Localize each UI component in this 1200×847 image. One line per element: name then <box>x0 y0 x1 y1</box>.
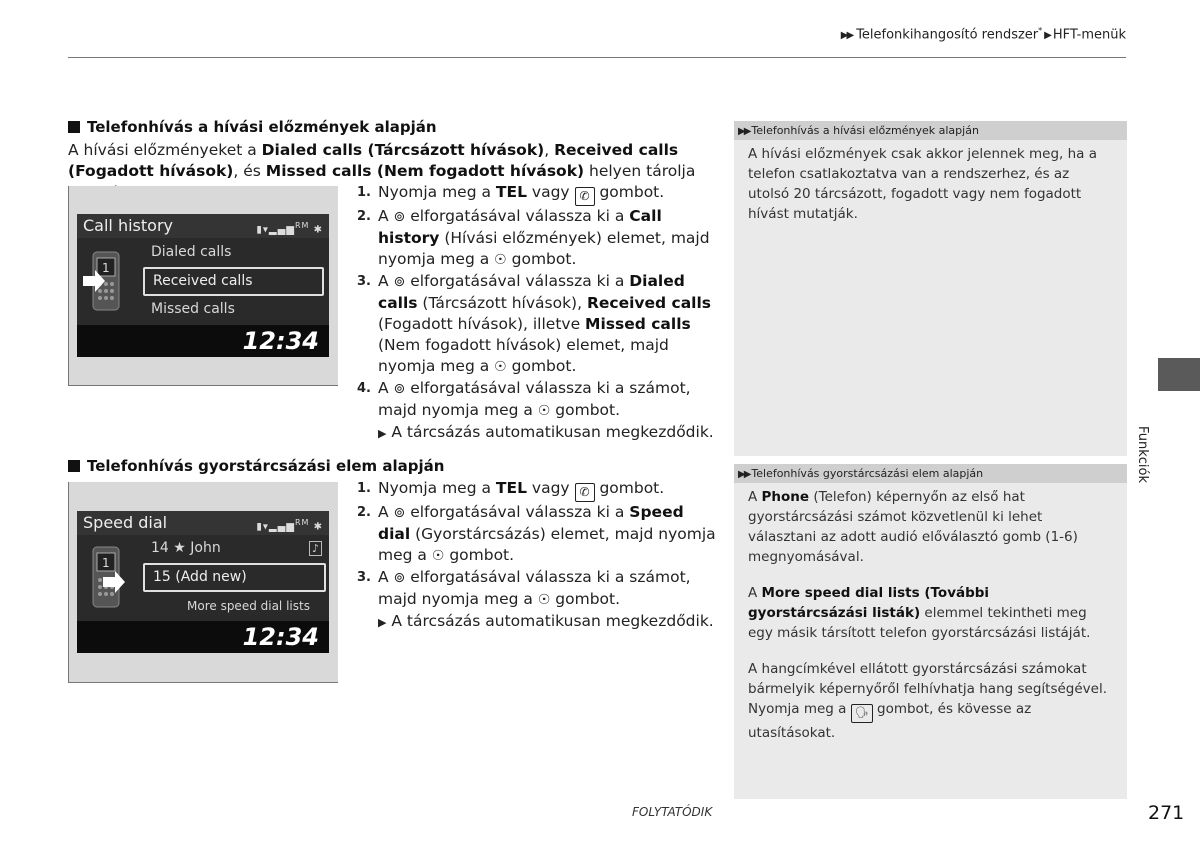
note-arrow-icon: ▶▶ <box>738 469 750 480</box>
step-2: 2. A ⊚ elforgatásával válassza ki a Call history (Hívási előzmények) elemet, majd nyomja meg a ☉ gombot. <box>357 207 710 268</box>
step-4: 4. A ⊚ elforgatásával válassza ki a számot, majd nyomja meg a ☉ gombot. <box>357 379 691 419</box>
sidebar-note-2 <box>734 464 1127 799</box>
step-2: 2. A ⊚ elforgatásával válassza ki a Speed dial (Gyorstárcsázás) elemet, majd nyomja meg a ☉ gombot. <box>357 503 716 564</box>
chapter-tab-label: Funkciók <box>1135 426 1150 484</box>
screen-title-bar <box>77 214 329 238</box>
battery-icon: ▮ <box>256 224 263 236</box>
press-knob-icon: ☉ <box>494 252 507 268</box>
phone-button-icon: ✆ <box>575 483 595 502</box>
result-arrow-icon: ▶ <box>378 427 387 440</box>
sidebar-note-p1: A Phone (Telefon) képernyőn az első hat gyorstárcsázási számot közvetlenül ki lehet választani az adott audió előválasztó gomb (1-6) megnyomásával. <box>748 489 1078 565</box>
signal-icon: ▾▂▄▆ <box>262 521 295 533</box>
step-1: 1. Nyomja meg a TEL vagy ✆ gombot. <box>357 182 717 206</box>
sidebar-note-p2: A More speed dial lists (További gyorstárcsázási listák) elemmel tekintheti meg egy másik társított telefon gyorstárcsázási listáját. <box>748 585 1091 641</box>
section2-steps <box>357 478 717 633</box>
press-knob-icon: ☉ <box>537 403 551 419</box>
breadcrumb-arrow-icon: ▶ <box>1044 30 1050 42</box>
screen-menu <box>77 238 329 325</box>
status-icons: ▮▾▂▄▆$^{RM}$ ✱ <box>256 518 323 533</box>
result-line: ▶ A tárcsázás automatikusan megkezdődik. <box>378 612 714 630</box>
square-bullet-icon <box>68 121 80 133</box>
result-arrow-icon: ▶ <box>378 616 387 629</box>
selector-knob-icon: ⊚ <box>393 274 406 290</box>
display-screen <box>77 214 329 357</box>
speed-dial-item-add-new[interactable]: 15 (Add new) <box>143 563 326 592</box>
screen-menu <box>77 535 329 621</box>
phone-button-icon: ✆ <box>575 187 595 206</box>
screen-title-bar <box>77 511 329 535</box>
battery-icon: ▮ <box>256 521 263 533</box>
sidebar-note-heading: ▶▶ Telefonhívás a hívási előzmények alapján <box>734 121 1127 140</box>
speed-dial-screen-illustration <box>68 482 338 683</box>
screen-title: Speed dial <box>83 513 168 532</box>
section1-steps <box>357 182 717 444</box>
breadcrumb <box>841 26 1126 42</box>
chapter-tab <box>1158 358 1200 391</box>
screen-title: Call history <box>83 216 173 235</box>
menu-item-received-calls[interactable]: Received calls <box>143 267 324 296</box>
bluetooth-icon: ✱ <box>309 224 323 236</box>
square-bullet-icon <box>68 460 80 472</box>
clock-display: 12:34 <box>77 621 329 653</box>
step-1: 1. Nyomja meg a TEL vagy ✆ gombot. <box>357 478 717 502</box>
section1-intro: A hívási előzményeket a Dialed calls (Tárcsázott hívások), Received calls (Fogadott hívások), és Missed calls (Nem fogadott hívások) helyen tárolja <box>68 141 696 180</box>
bluetooth-icon: ✱ <box>309 521 323 533</box>
header-rule <box>68 57 1126 58</box>
status-icons: ▮▾▂▄▆$^{RM}$ ✱ <box>256 221 323 236</box>
sidebar-note-text: A hívási előzmények csak akkor jelennek meg, ha a telefon csatlakoztatva van a rendszerhez, és az utolsó 20 tárcsázott, fogadott vagy nem fogadott hívást mutatják. <box>748 146 1097 222</box>
result-line: ▶ A tárcsázás automatikusan megkezdődik. <box>378 423 714 441</box>
breadcrumb-part1: Telefonkihangosító rendszer <box>856 27 1039 43</box>
section2-title: Telefonhívás gyorstárcsázási elem alapján <box>68 457 444 475</box>
more-speed-dial-lists-item[interactable]: More speed dial lists <box>187 599 310 613</box>
continues-label: FOLYTATÓDIK <box>632 805 713 819</box>
signal-icon: ▾▂▄▆ <box>262 224 295 236</box>
talk-button-icon: 🗣 <box>851 704 873 723</box>
display-screen <box>77 511 329 653</box>
svg-text:1: 1 <box>102 556 110 570</box>
phone-icon <box>81 543 137 615</box>
phone-icon <box>81 248 137 318</box>
call-history-screen-illustration <box>68 186 338 386</box>
breadcrumb-part2: HFT-menük <box>1052 27 1126 43</box>
menu-item-dialed-calls[interactable]: Dialed calls <box>151 244 232 260</box>
selector-knob-icon: ⊚ <box>393 381 406 397</box>
svg-text:1: 1 <box>102 261 110 275</box>
voice-tag-icon: ♪ <box>309 541 322 556</box>
press-knob-icon: ☉ <box>537 592 551 608</box>
clock-display: 12:34 <box>77 325 329 357</box>
speed-dial-item-john[interactable]: 14 ★ John <box>151 540 221 556</box>
menu-item-missed-calls[interactable]: Missed calls <box>151 301 235 317</box>
selector-knob-icon: ⊚ <box>393 505 406 521</box>
press-knob-icon: ☉ <box>431 548 445 564</box>
sidebar-note-heading: ▶▶ Telefonhívás gyorstárcsázási elem alapján <box>734 464 1127 483</box>
note-arrow-icon: ▶▶ <box>738 126 750 137</box>
breadcrumb-star: * <box>1038 26 1043 35</box>
press-knob-icon: ☉ <box>494 359 507 375</box>
selector-knob-icon: ⊚ <box>393 209 406 225</box>
section1-title: Telefonhívás a hívási előzmények alapján <box>68 118 437 136</box>
breadcrumb-arrow-icon: ▶▶ <box>840 30 853 42</box>
sidebar-note-p3: A hangcímkével ellátott gyorstárcsázási számokat bármelyik képernyőről felhívhatja hang segítségével. Nyomja meg a 🗣 gombot, és kövesse az utasításokat. <box>748 661 1107 741</box>
page-number: 271 <box>1148 802 1185 824</box>
sidebar-note-1 <box>734 121 1127 456</box>
selector-knob-icon: ⊚ <box>393 570 406 586</box>
step-3: 3. A ⊚ elforgatásával válassza ki a számot, majd nyomja meg a ☉ gombot. <box>357 568 691 608</box>
step-3: 3. A ⊚ elforgatásával válassza ki a Dialed calls (Tárcsázott hívások), Received calls (Fogadott hívások), illetve Missed calls (Nem fogadott hívások) elemet, majd nyomja meg a ☉ gombot. <box>357 272 712 375</box>
